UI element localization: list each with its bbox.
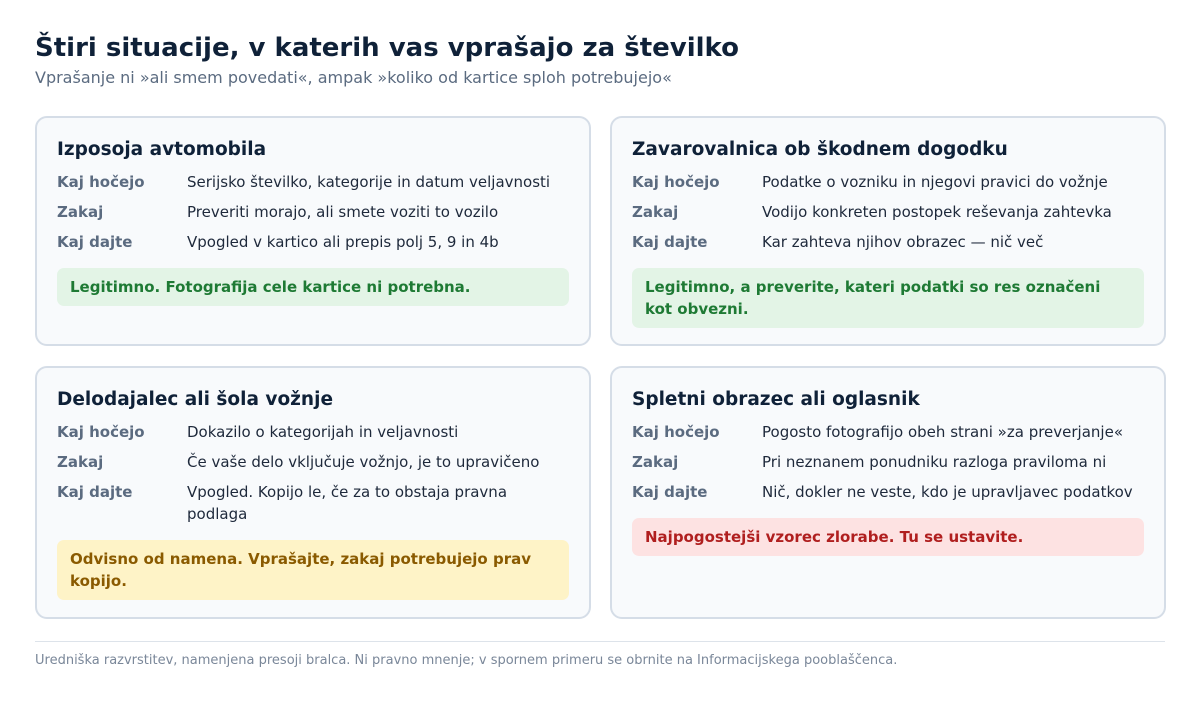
row-what (632, 421, 1144, 443)
row-give (632, 231, 1144, 253)
row-why (57, 451, 569, 473)
row-label: Kaj hočejo (632, 173, 720, 191)
situation-card-web-form (610, 366, 1166, 619)
row-value: Serijsko številko, kategorije in datum veljavnosti (187, 173, 551, 191)
verdict-badge: Legitimno, a preverite, kateri podatki so res označeni kot obvezni. (632, 268, 1144, 328)
situation-card-car-rental (35, 116, 591, 346)
row-label: Kaj dajte (632, 233, 708, 251)
row-value: Dokazilo o kategorijah in veljavnosti (187, 423, 459, 441)
verdict-badge: Legitimno. Fotografija cele kartice ni potrebna. (57, 268, 569, 306)
row-value: Pogosto fotografijo obeh strani »za preverjanje« (762, 423, 1123, 441)
situation-card-employer (35, 366, 591, 619)
card-rows (632, 421, 1144, 503)
row-value: Vpogled v kartico ali prepis polj 5, 9 in 4b (187, 233, 499, 251)
row-value: Preveriti morajo, ali smete voziti to vozilo (187, 203, 499, 221)
row-value: Če vaše delo vključuje vožnjo, je to upravičeno (187, 453, 540, 471)
row-value: Pri neznanem ponudniku razloga praviloma ni (762, 453, 1107, 471)
row-value: Vpogled. Kopijo le, če za to obstaja pravna podlaga (187, 483, 508, 523)
card-title: Izposoja avtomobila (57, 139, 267, 160)
footer-divider (35, 641, 1165, 642)
row-label: Kaj dajte (632, 483, 708, 501)
row-label: Kaj hočejo (57, 423, 145, 441)
row-value: Kar zahteva njihov obrazec — nič več (762, 233, 1044, 251)
card-rows (632, 171, 1144, 253)
row-what (57, 421, 569, 443)
verdict-badge: Odvisno od namena. Vprašajte, zakaj potrebujejo prav kopijo. (57, 540, 569, 600)
row-why (632, 451, 1144, 473)
row-label: Kaj hočejo (57, 173, 145, 191)
card-rows (57, 421, 569, 525)
row-why (57, 201, 569, 223)
page-subtitle: Vprašanje ni »ali smem povedati«, ampak »koliko od kartice sploh potrebujejo« (35, 68, 672, 87)
card-title: Delodajalec ali šola vožnje (57, 389, 333, 410)
card-title: Spletni obrazec ali oglasnik (632, 389, 920, 410)
row-label: Kaj dajte (57, 233, 133, 251)
page-title: Štiri situacije, v katerih vas vprašajo za številko (35, 33, 740, 63)
row-label: Zakaj (57, 453, 104, 471)
row-label: Zakaj (57, 203, 104, 221)
row-value: Podatke o vozniku in njegovi pravici do vožnje (762, 173, 1108, 191)
row-value: Nič, dokler ne veste, kdo je upravljavec podatkov (762, 483, 1133, 501)
row-label: Zakaj (632, 453, 679, 471)
row-give (57, 481, 569, 525)
row-why (632, 201, 1144, 223)
card-rows (57, 171, 569, 253)
card-title: Zavarovalnica ob škodnem dogodku (632, 139, 1008, 160)
footer-note: Uredniška razvrstitev, namenjena presoji bralca. Ni pravno mnenje; v spornem primeru se obrnite na Informacijskega pooblaščenca. (35, 653, 898, 668)
situation-card-insurance (610, 116, 1166, 346)
row-label: Zakaj (632, 203, 679, 221)
row-what (632, 171, 1144, 193)
row-give (632, 481, 1144, 503)
verdict-badge: Najpogostejši vzorec zlorabe. Tu se ustavite. (632, 518, 1144, 556)
row-what (57, 171, 569, 193)
row-value: Vodijo konkreten postopek reševanja zahtevka (762, 203, 1112, 221)
row-label: Kaj dajte (57, 483, 133, 501)
row-give (57, 231, 569, 253)
row-label: Kaj hočejo (632, 423, 720, 441)
